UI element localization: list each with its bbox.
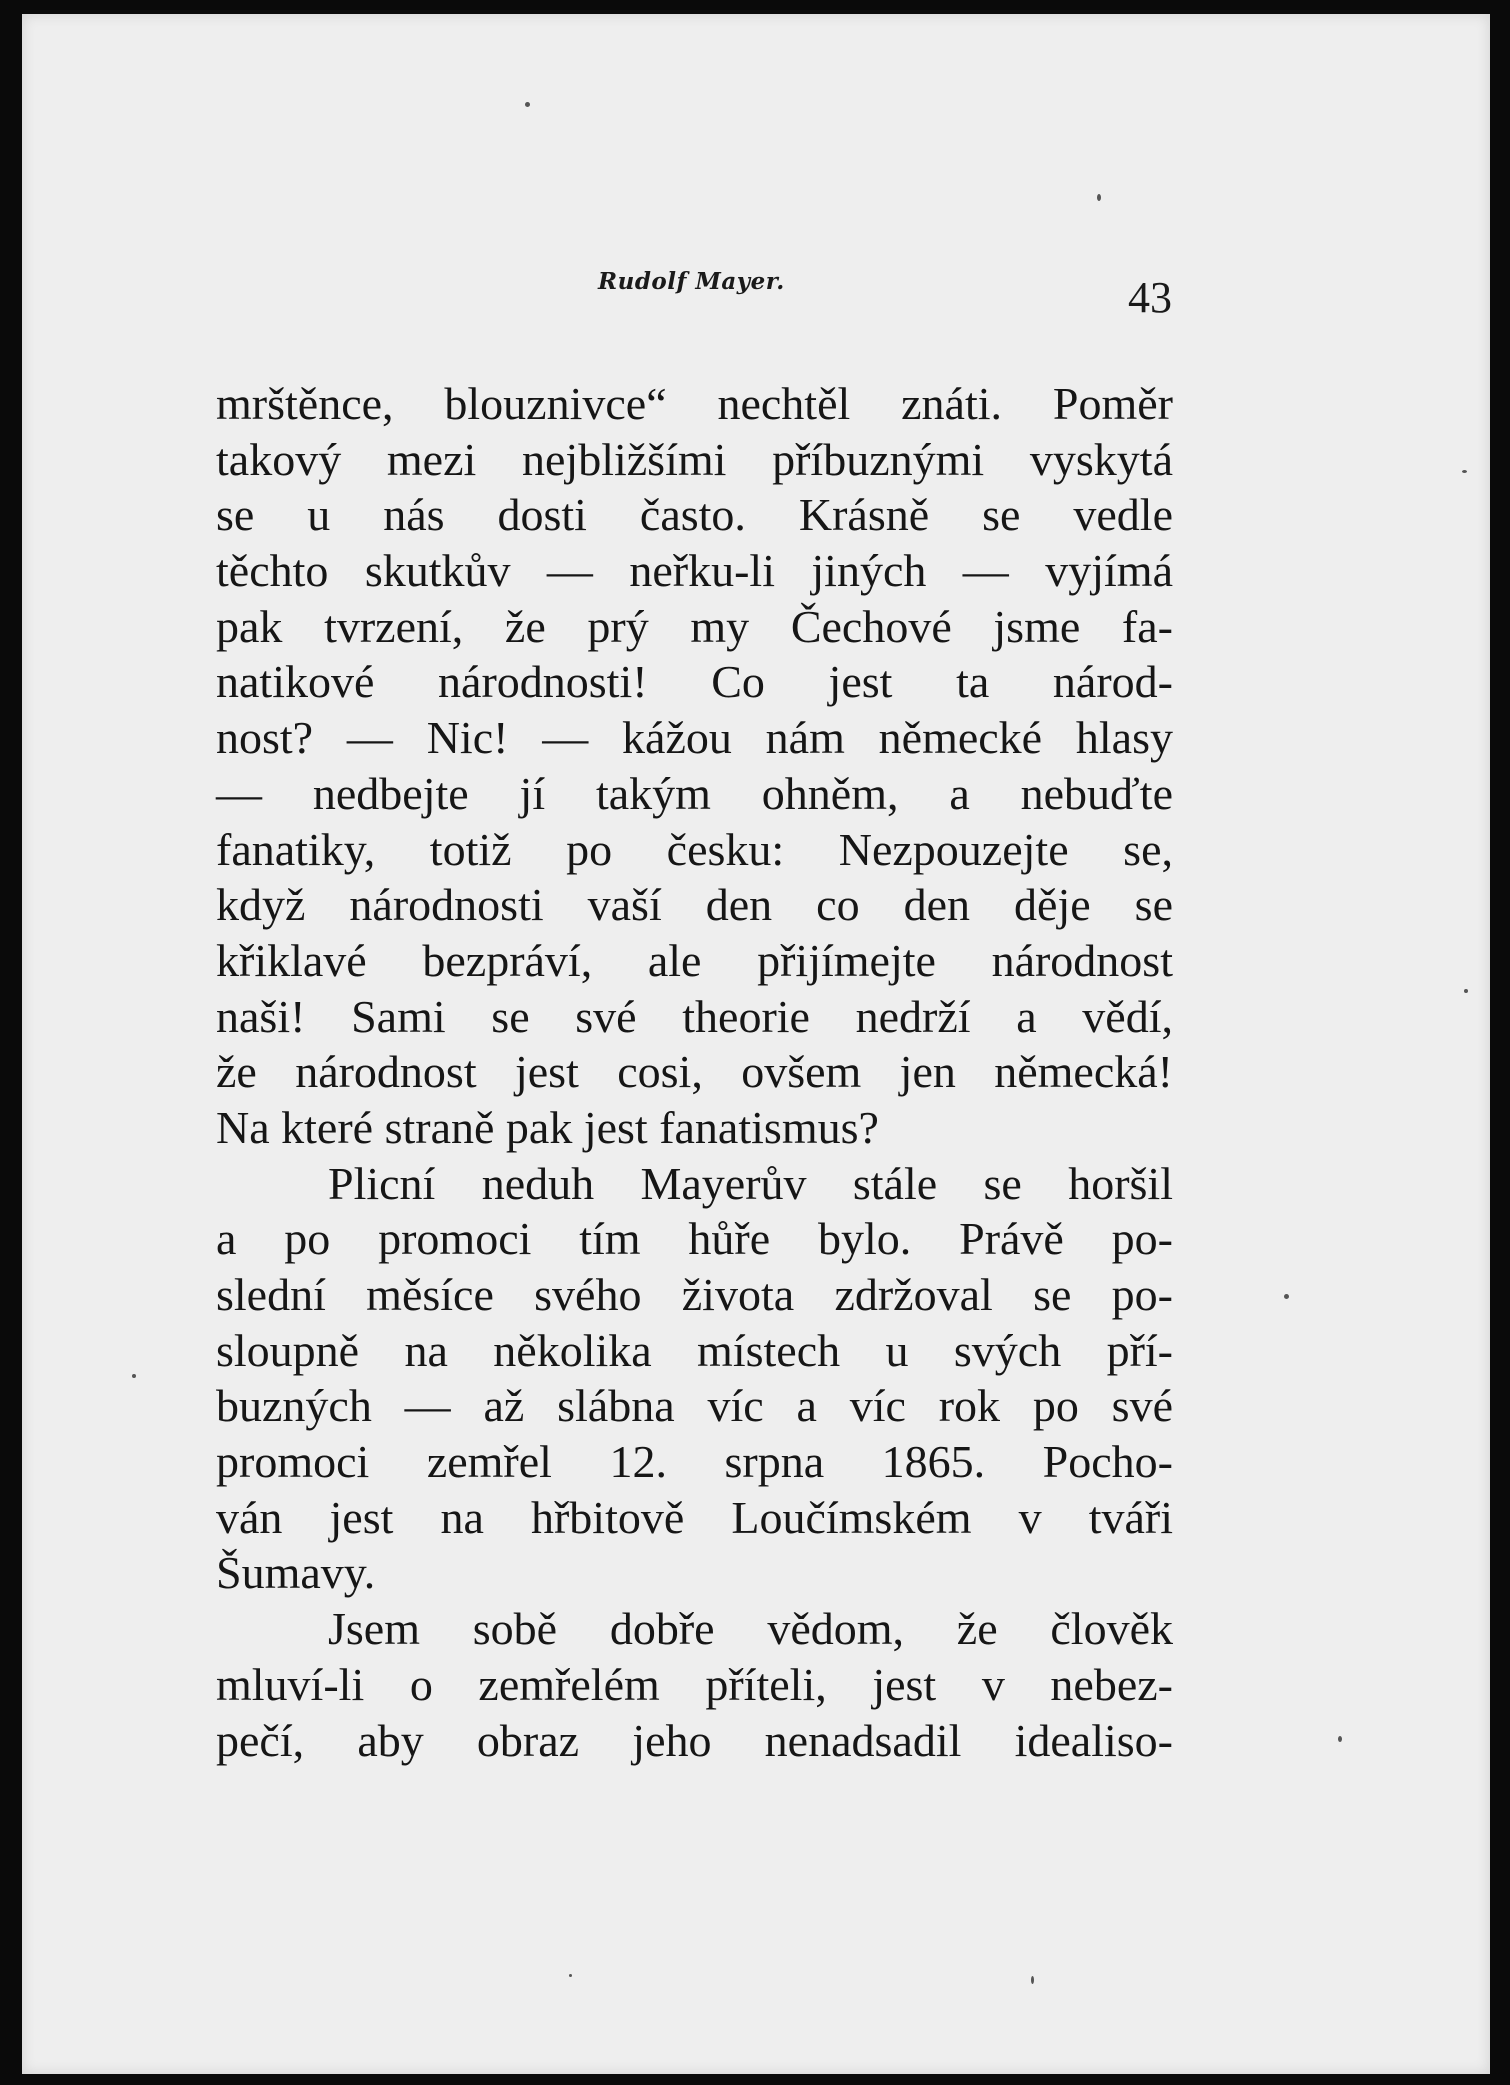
book-page	[22, 14, 1490, 2074]
body-text	[216, 376, 1173, 1768]
text-line: buzných — až slábna víc a víc rok po své	[216, 1380, 1173, 1432]
text-line: mluví-li o zemřelém příteli, jest v nebez-	[216, 1658, 1173, 1710]
scan-speck	[1284, 1294, 1289, 1299]
text-line: promoci zemřel 12. srpna 1865. Pocho-	[216, 1436, 1173, 1488]
text-line: — nedbejte jí takým ohněm, a nebuďte	[216, 767, 1173, 819]
scan-speck	[1462, 470, 1467, 473]
text-line: fanatiky, totiž po česku: Nezpouzejte se,	[216, 823, 1173, 875]
text-line: nost? — Nic! — kážou nám německé hlasy	[216, 712, 1173, 764]
scan-speck	[1464, 989, 1468, 993]
text-line: slední měsíce svého života zdržoval se po-	[216, 1269, 1173, 1320]
text-line: pečí, aby obraz jeho nenadsadil idealiso-	[216, 1714, 1173, 1766]
text-line: naši! Sami se své theorie nedrží a vědí,	[216, 990, 1173, 1042]
text-line: když národnosti vaší den co den děje se	[216, 879, 1173, 931]
scan-speck	[132, 1374, 136, 1378]
text-line: sloupně na několika místech u svých pří-	[216, 1324, 1173, 1376]
text-line: takový mezi nejbližšími příbuznými vyskytá	[216, 433, 1173, 485]
text-line: a po promoci tím hůře bylo. Právě po-	[216, 1213, 1173, 1265]
scan-speck	[525, 102, 530, 107]
text-line: pak tvrzení, že prý my Čechové jsme fa-	[216, 600, 1173, 652]
text-line: ván jest na hřbitově Loučímském v tváři	[216, 1491, 1173, 1543]
scan-speck	[1097, 194, 1101, 201]
scan-speck	[1031, 1976, 1034, 1984]
text-line: Plicní neduh Mayerův stále se horšil	[328, 1157, 1173, 1209]
scan-speck	[1338, 1736, 1342, 1742]
text-line: těchto skutkův — neřku-li jiných — vyjímá	[216, 545, 1173, 597]
text-line: Šumavy.	[216, 1547, 376, 1599]
page-header	[212, 254, 1172, 324]
text-line: Na které straně pak jest fanatismus?	[216, 1101, 879, 1153]
scan-speck	[569, 1974, 572, 1977]
running-head: Rudolf Mayer.	[598, 268, 785, 295]
page-number: 43	[1128, 273, 1172, 322]
text-line: že národnost jest cosi, ovšem jen německá!	[216, 1046, 1173, 1098]
text-line: křiklavé bezpráví, ale přijímejte národnost	[216, 934, 1173, 986]
text-line: se u nás dosti často. Krásně se vedle	[216, 489, 1173, 541]
text-line: mrštěnce, blouznivce“ nechtěl znáti. Poměr	[216, 378, 1173, 429]
text-line: natikové národnosti! Co jest ta národ-	[216, 656, 1173, 708]
text-line: Jsem sobě dobře vědom, že člověk	[328, 1603, 1173, 1655]
